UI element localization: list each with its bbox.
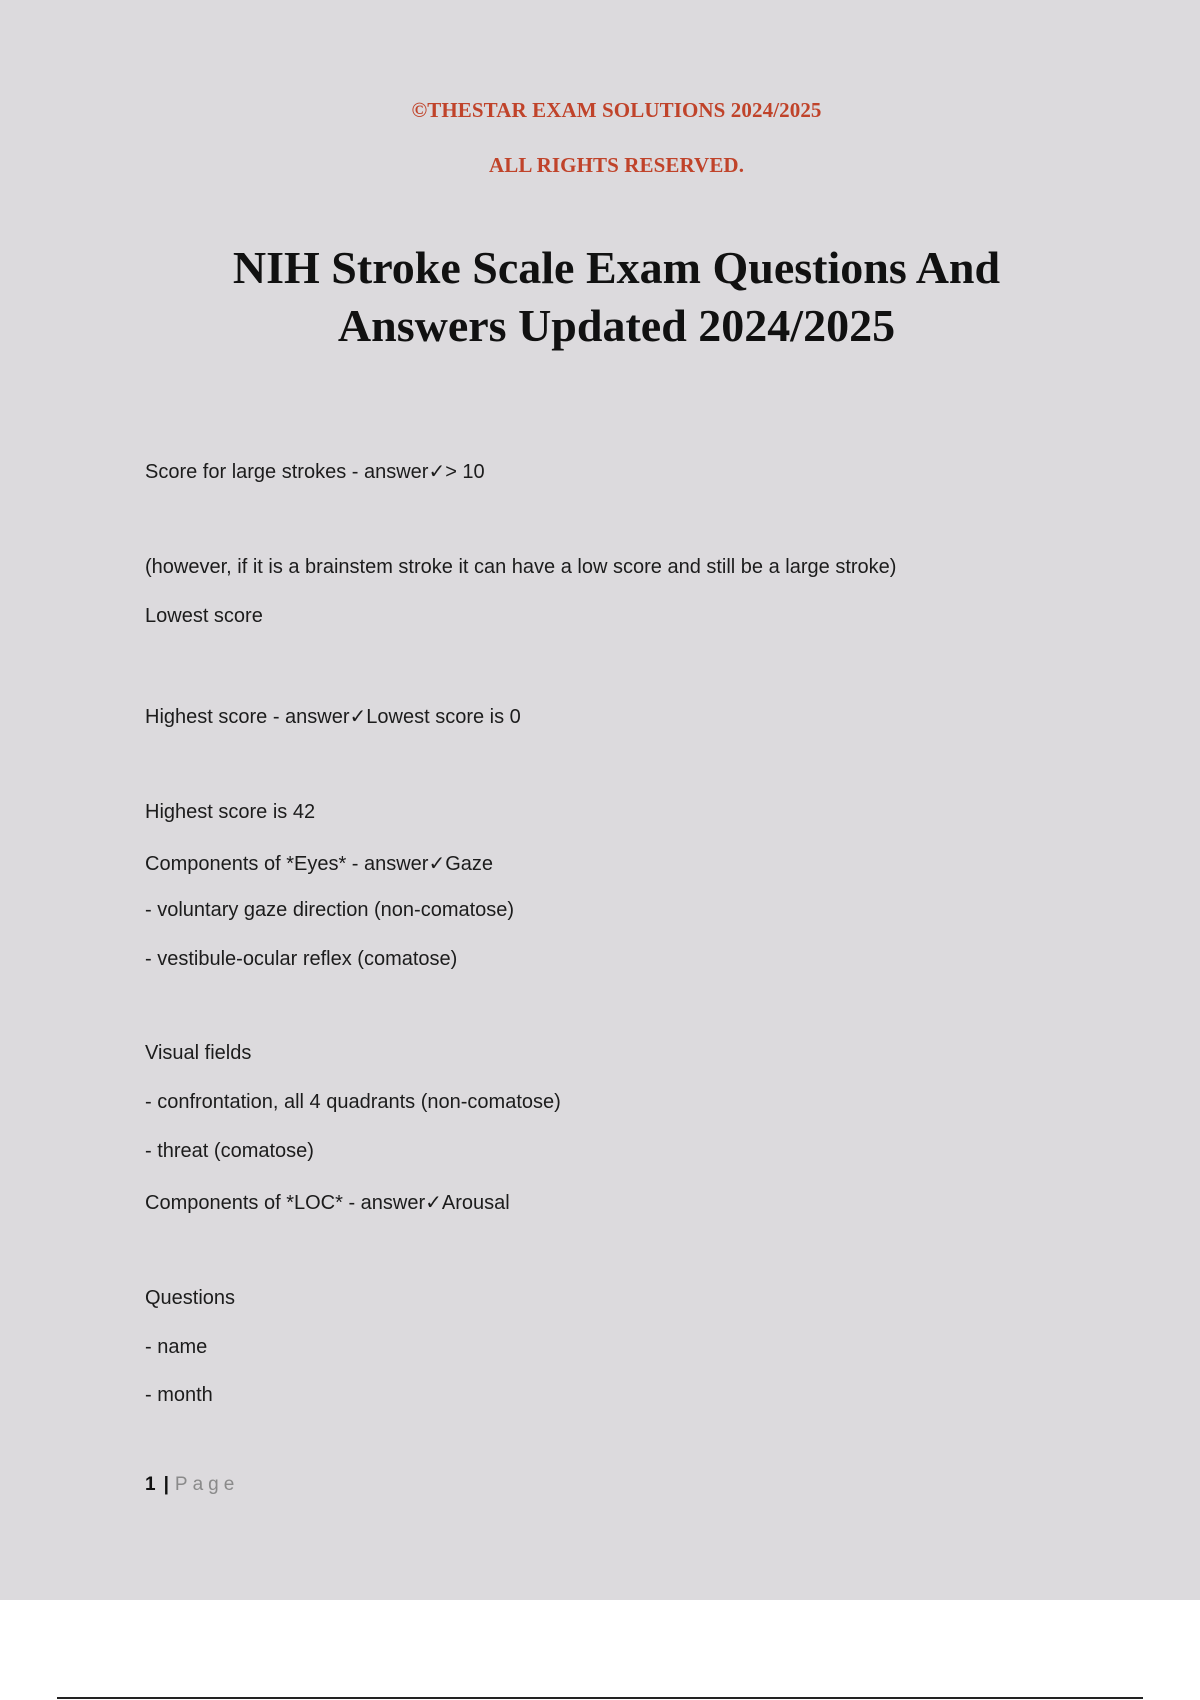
text-line-brainstem-note: (however, if it is a brainstem stroke it can have a low score and still be a large stroke)	[145, 556, 897, 578]
text-line-name: - name	[145, 1336, 208, 1358]
text-line-voluntary-gaze: - voluntary gaze direction (non-comatose)	[145, 899, 515, 921]
document-title-line-2: Answers Updated 2024/2025	[337, 300, 896, 351]
page-label: Page	[174, 1474, 240, 1495]
text-line-questions: Questions	[145, 1287, 236, 1309]
text-line-lowest-score: Lowest score	[145, 605, 263, 627]
text-line-threat: - threat (comatose)	[145, 1140, 314, 1162]
text-line-highest-score-answer: Highest score is 42	[145, 801, 316, 823]
text-line-loc-components: Components of *LOC* - answer✓Arousal	[145, 1192, 510, 1214]
text-line-month: - month	[145, 1384, 213, 1406]
text-line-visual-fields: Visual fields	[145, 1042, 252, 1064]
bottom-divider	[57, 1697, 1143, 1699]
text-line-vestibule-ocular: - vestibule-ocular reflex (comatose)	[145, 948, 458, 970]
footer-separator: |	[163, 1474, 169, 1495]
page-footer	[145, 1474, 239, 1496]
text-line-large-strokes: Score for large strokes - answer✓> 10	[145, 461, 485, 483]
copyright-notice: ©THESTAR EXAM SOLUTIONS 2024/2025	[411, 98, 822, 122]
text-line-highest-score-question: Highest score - answer✓Lowest score is 0	[145, 706, 521, 728]
text-line-eyes-components: Components of *Eyes* - answer✓Gaze	[145, 853, 494, 875]
text-line-confrontation: - confrontation, all 4 quadrants (non-comatose)	[145, 1091, 561, 1113]
rights-reserved-notice: ALL RIGHTS RESERVED.	[488, 153, 745, 177]
document-title-line-1: NIH Stroke Scale Exam Questions And	[232, 242, 1001, 293]
page-number: 1	[145, 1474, 156, 1495]
